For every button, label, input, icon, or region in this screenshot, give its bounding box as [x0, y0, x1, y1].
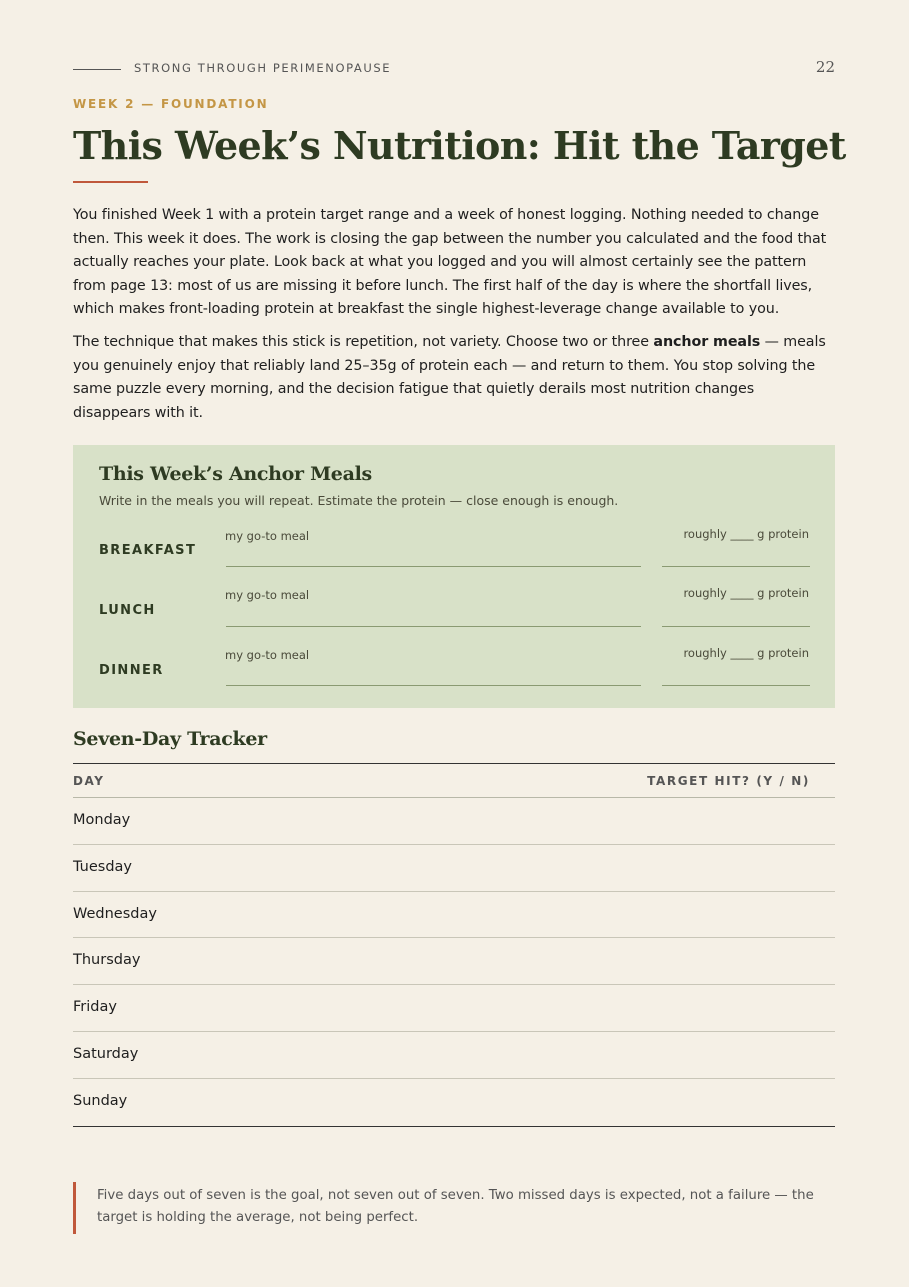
anchor-paragraph-end: — meals you genuinely enjoy that reliably land 25–35g of protein each — and return to them. You stop solving the same puzzle every morning, and the decision fatigue that quietly derails most nutrition changes disappears with it. — [73, 334, 826, 421]
intro-paragraph: You finished Week 1 with a protein target range and a week of honest logging. Nothing needed to change then. This week it does. The work is closing the gap between the number you calculated and the food that actually reaches your plate. Look back at what you logged and you will almost certainly see the pattern from page 13: most of us are missing it before lunch. The first half of the day is where the shortfall lives, which makes front-loading protein at breakfast the single highest-leverage change available to you. — [73, 207, 827, 318]
protein-write-line[interactable] — [662, 566, 810, 567]
meal-row-lunch — [73, 588, 835, 638]
anchor-meals-box — [73, 445, 835, 708]
table-row[interactable] — [73, 798, 835, 845]
meal-label: BREAKFAST — [99, 543, 197, 558]
meal-write-line[interactable] — [226, 626, 641, 627]
seven-day-tracker-table — [73, 763, 835, 1127]
protein-hint: roughly ____ g protein — [683, 586, 809, 600]
meal-write-line[interactable] — [226, 685, 641, 686]
day-label: Saturday — [73, 1045, 139, 1062]
page-title: This Week’s Nutrition: Hit the Target — [73, 123, 846, 168]
day-label: Sunday — [73, 1092, 128, 1109]
goal-callout: Five days out of seven is the goal, not seven out of seven. Two missed days is expected, not a failure — the target is holding the average, not being perfect. — [73, 1182, 835, 1234]
table-row[interactable] — [73, 938, 835, 985]
anchor-meals-emphasis: anchor meals — [653, 334, 761, 350]
meal-label: LUNCH — [99, 603, 156, 618]
anchor-paragraph — [73, 331, 835, 425]
running-header — [73, 58, 835, 77]
protein-hint: roughly ____ g protein — [683, 527, 809, 541]
protein-write-line[interactable] — [662, 685, 810, 686]
table-row[interactable] — [73, 1079, 835, 1126]
meal-row-breakfast — [73, 529, 835, 579]
title-accent-rule — [73, 181, 148, 183]
anchor-meals-title: This Week’s Anchor Meals — [99, 463, 372, 485]
column-header-day: DAY — [73, 774, 105, 788]
meal-hint: my go-to meal — [225, 648, 310, 662]
page-number: 22 — [815, 58, 835, 76]
running-title: STRONG THROUGH PERIMENOPAUSE — [134, 61, 392, 75]
protein-write-line[interactable] — [662, 626, 810, 627]
column-header-target-hit: TARGET HIT? (Y / N) — [647, 774, 810, 788]
table-row[interactable] — [73, 985, 835, 1032]
day-label: Friday — [73, 999, 117, 1016]
protein-hint: roughly ____ g protein — [683, 646, 809, 660]
anchor-meals-subtitle: Write in the meals you will repeat. Estimate the protein — close enough is enough. — [99, 493, 619, 508]
meal-row-dinner — [73, 648, 835, 698]
tracker-header-row — [73, 764, 835, 798]
meal-hint: my go-to meal — [225, 529, 310, 543]
table-row[interactable] — [73, 892, 835, 939]
table-row[interactable] — [73, 1032, 835, 1079]
day-label: Thursday — [73, 952, 141, 969]
header-rule — [73, 69, 121, 70]
day-label: Monday — [73, 812, 131, 828]
day-label: Tuesday — [73, 858, 132, 875]
tracker-title: Seven-Day Tracker — [73, 728, 267, 750]
section-eyebrow: WEEK 2 — FOUNDATION — [73, 97, 269, 111]
meal-hint: my go-to meal — [225, 588, 310, 602]
anchor-paragraph-start: The technique that makes this stick is repetition, not variety. Choose two or three — [73, 334, 654, 350]
meal-label: DINNER — [99, 663, 164, 678]
meal-write-line[interactable] — [226, 566, 641, 567]
day-label: Wednesday — [73, 905, 157, 922]
table-row[interactable] — [73, 845, 835, 892]
